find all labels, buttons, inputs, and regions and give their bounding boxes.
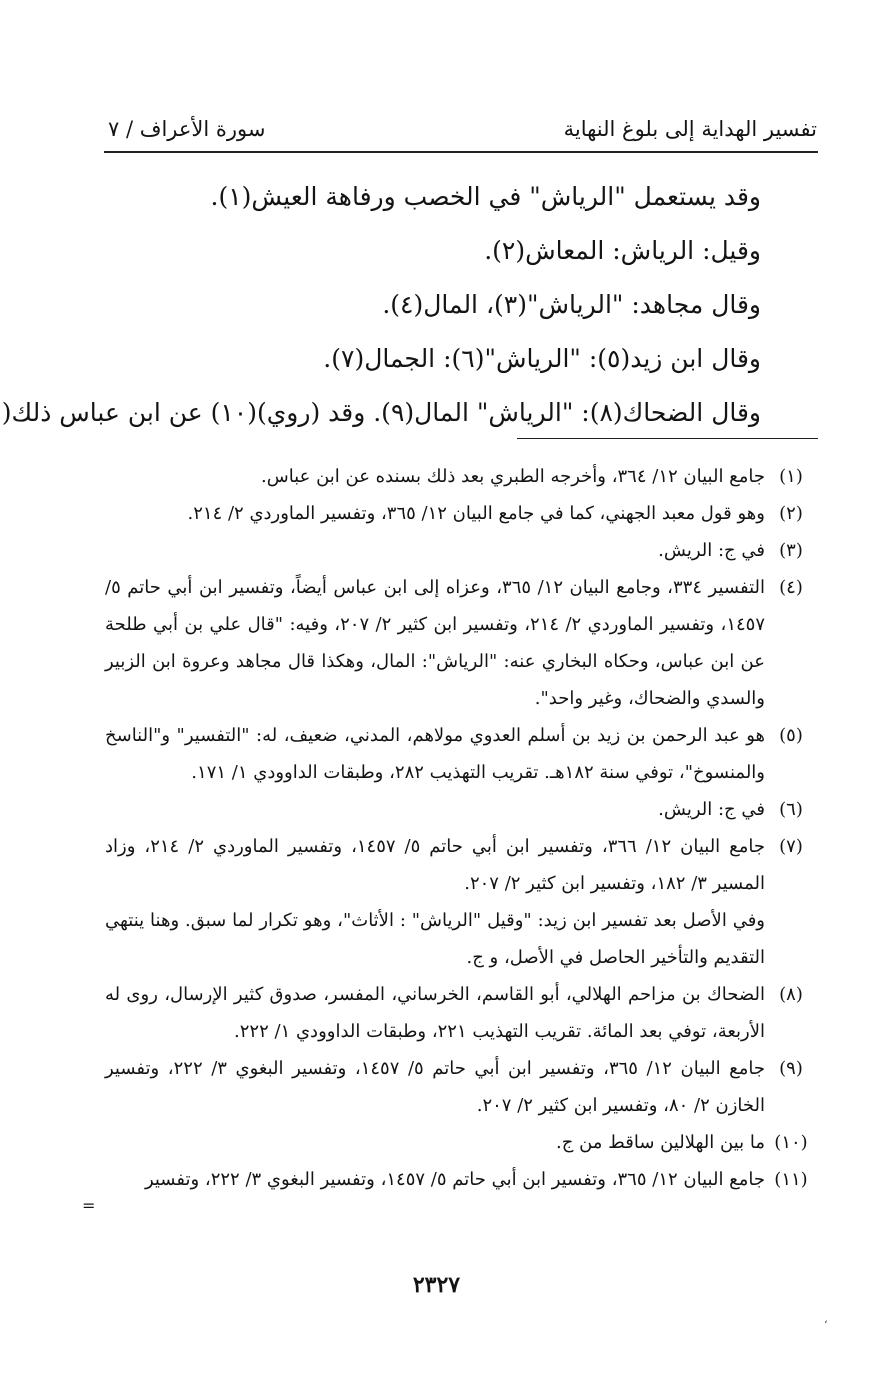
main-text bbox=[1, 170, 761, 440]
footnote-text: في ج: الريش. bbox=[658, 540, 765, 561]
footnote-number: (٤) bbox=[779, 577, 803, 598]
surah-header: سورة الأعراف / ٧ bbox=[108, 117, 266, 141]
footnote-number: (١١) bbox=[774, 1169, 808, 1190]
page-number: ٢٣٢٧ bbox=[412, 1272, 461, 1298]
footnote bbox=[105, 569, 817, 717]
footnote-text: جامع البيان ١٢/ ٣٦٤، وأخرجه الطبري بعد ذلك بسنده عن ابن عباس. bbox=[261, 466, 765, 487]
footnote-divider bbox=[517, 438, 818, 439]
main-line: وقال الضحاك(٨): "الرياش" المال(٩). وقد (روي)(١٠) عن ابن عباس ذلك( bbox=[1, 398, 761, 427]
footnote bbox=[105, 828, 817, 902]
main-line: وقد يستعمل "الرياش" في الخصب ورفاهة العيش(١). bbox=[210, 182, 761, 211]
footnote-number: (١) bbox=[779, 466, 803, 487]
footnote-number: (١٠) bbox=[774, 1132, 808, 1153]
footnote-text: جامع البيان ١٢/ ٣٦٥، وتفسير ابن أبي حاتم ٥/ ١٤٥٧، وتفسير البغوي ٣/ ٢٢٢، وتفسير bbox=[144, 1169, 765, 1190]
header-divider bbox=[104, 151, 818, 153]
footnote-number: (٦) bbox=[779, 799, 803, 820]
footnote-number: (٥) bbox=[779, 725, 803, 746]
main-line: وقيل: الرياش: المعاش(٢). bbox=[484, 236, 761, 265]
main-line: وقال ابن زيد(٥): "الرياش"(٦): الجمال(٧). bbox=[323, 344, 761, 373]
footnote-number: (٧) bbox=[779, 836, 803, 857]
footnote bbox=[105, 1161, 817, 1198]
footnote-text: هو عبد الرحمن بن زيد بن أسلم العدوي مولاهم، المدني، ضعيف، له: "التفسير" و"الناسخ والمنسوخ"، توفي سنة ١٨٢هـ. تقريب التهذيب ٢٨٢، وطبقات الداوودي ١/ ١٧١. bbox=[105, 725, 765, 783]
main-line: وقال مجاهد: "الرياش"(٣)، المال(٤). bbox=[382, 290, 761, 319]
book-title-header: تفسير الهداية إلى بلوغ النهاية bbox=[563, 117, 817, 141]
footnote bbox=[105, 1124, 817, 1161]
continuation-mark: = bbox=[82, 1196, 96, 1215]
footnotes bbox=[105, 458, 817, 1198]
footnote bbox=[105, 791, 817, 828]
stray-mark: ، bbox=[824, 1313, 828, 1326]
footnote-text: الضحاك بن مزاحم الهلالي، أبو القاسم، الخرساني، المفسر، صدوق كثير الإرسال، روى له الأربعة، توفي بعد المائة. تقريب التهذيب ٢٢١، وطبقات الداوودي ١/ ٢٢٢. bbox=[105, 984, 765, 1042]
footnote-text: وهو قول معبد الجهني، كما في جامع البيان ١٢/ ٣٦٥، وتفسير الماوردي ٢/ ٢١٤. bbox=[187, 503, 765, 524]
footnote-number: (٢) bbox=[779, 503, 803, 524]
footnote-text: في ج: الريش. bbox=[658, 799, 765, 820]
footnote-continuation: وفي الأصل بعد تفسير ابن زيد: "وقيل "الرياش" : الأثاث"، وهو تكرار لما سبق. وهنا ينتهي التقديم والتأخير الحاصل في الأصل، و ج. bbox=[105, 910, 765, 968]
footnote bbox=[105, 458, 817, 495]
footnote bbox=[105, 495, 817, 532]
footnote bbox=[105, 1050, 817, 1124]
footnote-number: (٨) bbox=[779, 984, 803, 1005]
footnote-text: جامع البيان ١٢/ ٣٦٥، وتفسير ابن أبي حاتم ٥/ ١٤٥٧، وتفسير البغوي ٣/ ٢٢٢، وتفسير الخازن ٢/ ٨٠، وتفسير ابن كثير ٢/ ٢٠٧. bbox=[105, 1058, 765, 1116]
footnote-number: (٣) bbox=[779, 540, 803, 561]
footnote bbox=[105, 717, 817, 791]
footnote-text: التفسير ٣٣٤، وجامع البيان ١٢/ ٣٦٥، وعزاه إلى ابن عباس أيضاً، وتفسير ابن أبي حاتم ٥/ ١٤٥٧، وتفسير الماوردي ٢/ ٢١٤، وتفسير ابن كثير ٢/ ٢٠٧، وفيه: "قال علي بن أبي طلحة عن ابن عباس، وحكاه البخاري عنه: "الرياش": المال، وهكذا قال مجاهد وعروة ابن الزبير والسدي والضحاك، وغير واحد". bbox=[105, 577, 766, 709]
footnote-text: ما بين الهلالين ساقط من ج. bbox=[556, 1132, 765, 1153]
footnote-text: جامع البيان ١٢/ ٣٦٦، وتفسير ابن أبي حاتم ٥/ ١٤٥٧، وتفسير الماوردي ٢/ ٢١٤، وزاد المسير ٣/ ١٨٢، وتفسير ابن كثير ٢/ ٢٠٧. bbox=[105, 836, 766, 894]
footnote-number: (٩) bbox=[779, 1058, 803, 1079]
footnote bbox=[105, 532, 817, 569]
footnote bbox=[105, 976, 817, 1050]
